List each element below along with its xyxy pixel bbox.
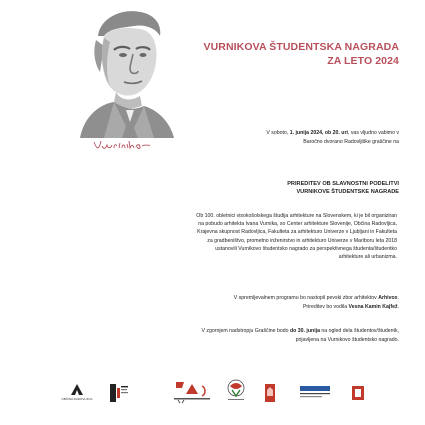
portrait-illustration — [70, 6, 178, 138]
intro-text-1: V soboto, — [266, 130, 290, 136]
host-text: Prireditev bo vodila — [302, 303, 349, 310]
host-period: . — [397, 303, 399, 310]
title-line-2: ZA LETO 2024 — [327, 55, 399, 67]
exhibit-line-2: prijavljena na Vurnikovo študentsko nagrado. — [295, 336, 399, 343]
choir-name: Arhivox — [378, 295, 398, 301]
music-program — [99, 294, 399, 311]
sponsor-logos — [60, 362, 380, 412]
body-line: na pobudo arhitekta Ivana Vurnika, so Center arhitekture Slovenije, Občina Radovljica, — [198, 221, 397, 228]
body-line: ustanovili Vurnikovo študentsko nagrado za perspektivnega študenta/študentko — [215, 245, 397, 252]
exhibit-text: V zgornjem nadstropju Graščine bodo — [201, 328, 290, 334]
event-heading — [169, 180, 399, 196]
fakulteta-arhitektura-logo — [172, 378, 212, 404]
event-line-2: VURNIKOVE ŠTUDENTSKE NAGRADE — [296, 189, 399, 195]
host-name: Vesna Kamin Kajfež — [348, 303, 398, 310]
exhibit-text-end: na ogled dela študentov/študentk, — [319, 328, 399, 334]
fakulteta-maribor-logo — [224, 378, 248, 404]
intro-date: 1. junija 2024, ob 20. uri — [289, 130, 348, 136]
center-arhitekture-logo — [108, 382, 130, 404]
signature — [92, 138, 152, 152]
zbornica-logo — [300, 386, 330, 400]
body-line: za gradbeništvo, prometno inženirstvo in arhitekturo Univerze v Mariboru leta 2018 — [207, 237, 397, 244]
krajevna-skupnost-logo — [265, 384, 275, 402]
event-line-1: PRIREDITEV OB SLAVNOSTNI PODELITVI — [287, 181, 399, 187]
intro-line-2: Baročno dvorano Radovljiške graščine na — [303, 138, 399, 145]
obcina-radovljica-label: OBČINA RADOVLJICA — [61, 397, 93, 401]
music-text: V spremljevalnem programu bo nastopil pevski zbor arhitektov — [233, 295, 379, 301]
exhibition-note — [99, 327, 399, 344]
exhibit-date: do 30. junija — [289, 328, 320, 334]
body-paragraph — [0, 212, 397, 261]
body-line: arhitekture ali urbanizma. — [338, 254, 397, 261]
intro-text-2: , vas vljudno vabimo v — [347, 130, 399, 136]
partner-logo — [352, 386, 364, 400]
award-title — [204, 40, 400, 68]
body-line: Krajevna skupnost Radovljica, Fakulteta za arhitekturo Univerze v Ljubljani in Fakulteta — [197, 229, 397, 236]
title-line-1: VURNIKOVA ŠTUDENTSKA NAGRADA — [203, 41, 399, 53]
body-line: Ob 100. obletnici visokošolskega študija arhitekture na Slovenskem, ki je bil organiziran — [196, 213, 397, 219]
music-period: . — [397, 295, 399, 301]
obcina-radovljica-logo — [68, 382, 86, 396]
invitation-intro — [179, 129, 399, 146]
